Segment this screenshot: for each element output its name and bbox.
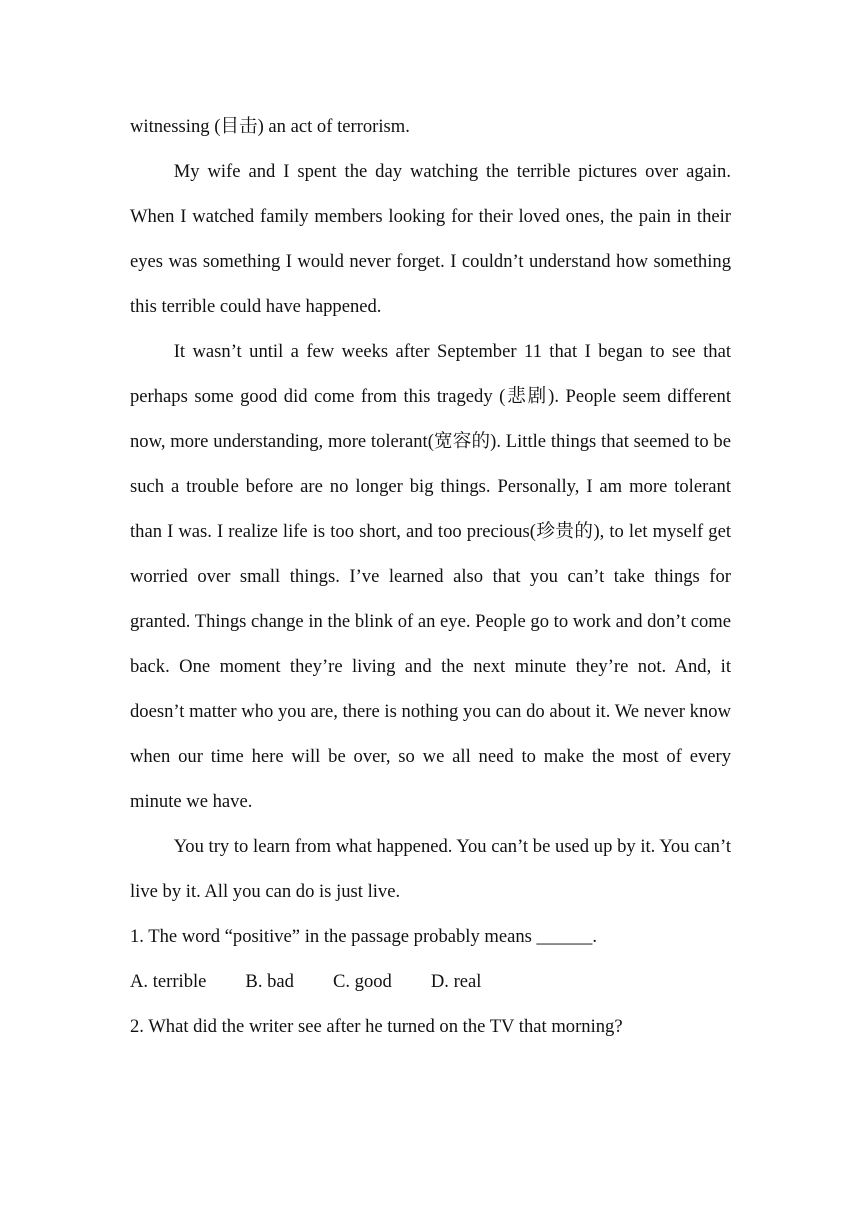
option-c: C. good — [332, 971, 392, 992]
passage-paragraph: It wasn’t until a few weeks after September 11 that I began to see that perhaps some good did come from this tragedy (悲剧). People seem different now, more understanding, more tolerant(宽容的). Little things that seemed to be such a trouble before are no longer big things. Personally, I am more tolerant than I was. I realize life is too short, and too precious(珍贵的), to let myself get worried over small things. I’ve learned also that you can’t take things for granted. Things change in the blink of an eye. People go to work and don’t come back. One moment they’re living and the next minute they’re not. And, it doesn’t matter who you are, there is nothing you can do about it. We never know when our time here will be over, so we all need to make the most of every minute we have. — [130, 341, 731, 812]
question-prompt: 2. What did the writer see after he turned on the TV that morning? — [130, 1016, 623, 1037]
question-prompt: 1. The word “positive” in the passage probably means ______. — [130, 926, 597, 947]
passage-paragraph: witnessing (目击) an act of terrorism. — [130, 116, 410, 137]
option-a: A. terrible — [130, 971, 207, 992]
passage-paragraph: My wife and I spent the day watching the terrible pictures over again. When I watched family members looking for their loved ones, the pain in their eyes was something I would never forget. I couldn’t understand how something this terrible could have happened. — [130, 161, 731, 317]
question-options — [130, 959, 731, 1004]
passage-paragraph: You try to learn from what happened. You can’t be used up by it. You can’t live by it. All you can do is just live. — [130, 836, 731, 902]
option-d: D. real — [430, 971, 482, 992]
document-page — [130, 104, 731, 1049]
option-b: B. bad — [245, 971, 294, 992]
